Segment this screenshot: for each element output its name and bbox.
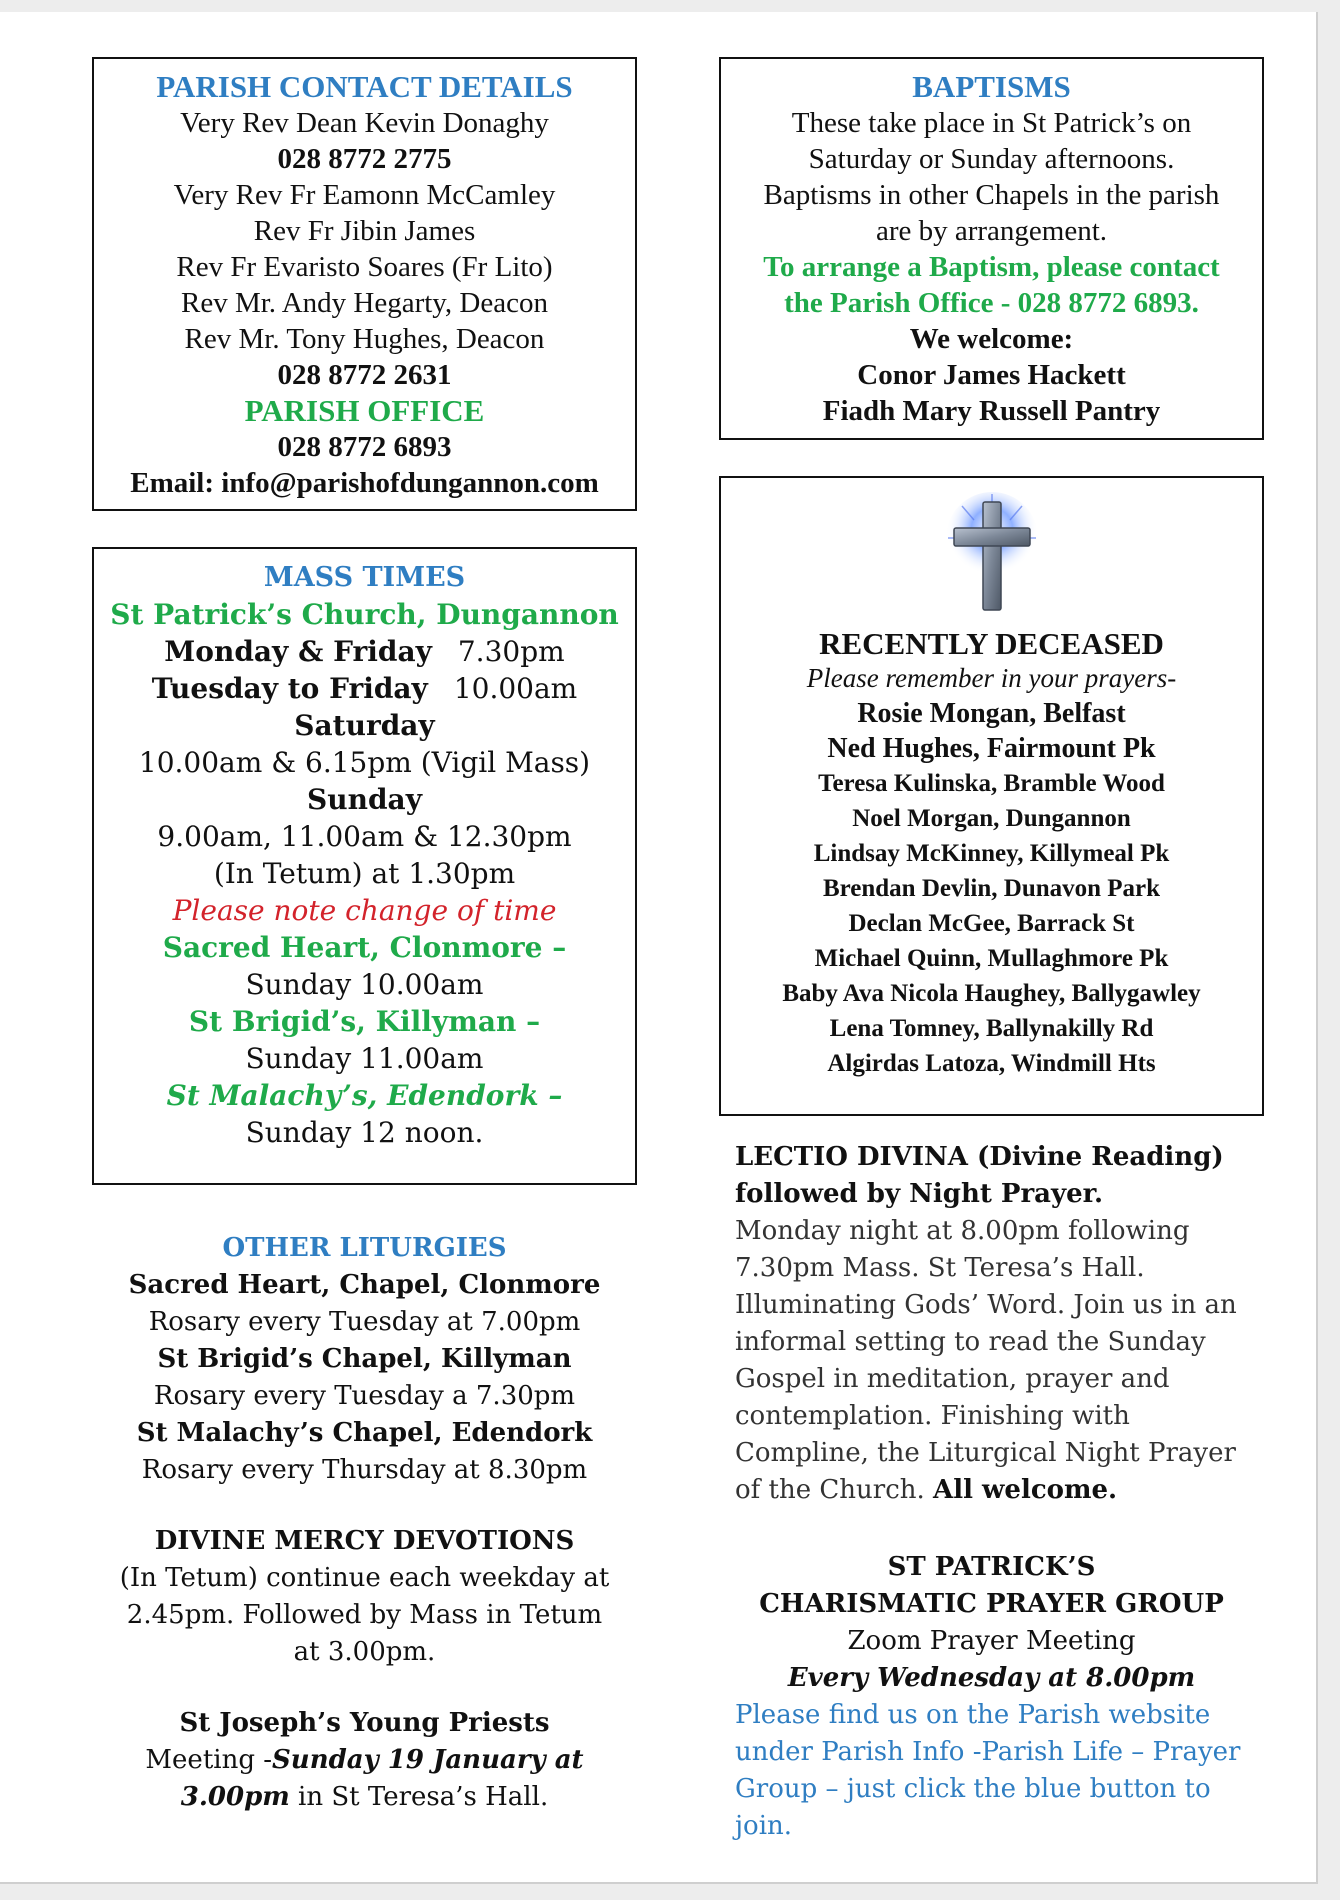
young-priests-meeting xyxy=(92,1742,637,1779)
chapel-name: St Brigid’s, Killyman – xyxy=(188,1005,541,1038)
baptisms-box xyxy=(719,57,1264,440)
baptisms-line: Baptisms in other Chapels in the parish xyxy=(763,179,1220,211)
contact-line: Very Rev Dean Kevin Donaghy xyxy=(180,107,549,139)
chapel-time: Sunday 10.00am xyxy=(245,968,484,1001)
mass-times-box xyxy=(92,547,637,1185)
tetum-time: (In Tetum) at 1.30pm xyxy=(213,857,516,890)
divine-mercy-line: 2.45pm. Followed by Mass in Tetum xyxy=(126,1600,603,1630)
saturday-times: 10.00am & 6.15pm (Vigil Mass) xyxy=(138,746,591,779)
young-priests-meeting-time xyxy=(92,1779,637,1816)
lectio-line: Illuminating Gods’ Word. Join us in an xyxy=(735,1290,1237,1320)
deceased-name: Rosie Mongan, Belfast xyxy=(857,698,1126,729)
office-heading: PARISH OFFICE xyxy=(244,393,485,428)
lectio-line: contemplation. Finishing with xyxy=(735,1401,1130,1431)
deceased-subtitle: Please remember in your prayers- xyxy=(806,663,1177,693)
liturgy-name: Sacred Heart, Chapel, Clonmore xyxy=(128,1270,601,1300)
chapel-time: Sunday 11.00am xyxy=(245,1042,484,1075)
office-email: Email: info@parishofdungannon.com xyxy=(130,467,599,499)
contact-line: Rev Fr Evaristo Soares (Fr Lito) xyxy=(176,251,553,283)
lectio-heading: followed by Night Prayer. xyxy=(735,1179,1104,1209)
mass-time: 7.30pm xyxy=(457,635,565,668)
divine-mercy-line: at 3.00pm. xyxy=(293,1637,436,1667)
baptisms-line: Saturday or Sunday afternoons. xyxy=(808,143,1175,175)
mass-row xyxy=(94,633,635,670)
website-note-line: Group – just click the blue button to xyxy=(735,1774,1211,1804)
prayer-group-subtitle: Zoom Prayer Meeting xyxy=(847,1626,1136,1656)
deceased-name: Lena Tomney, Ballynakilly Rd xyxy=(829,1015,1154,1042)
mass-day: Tuesday to Friday xyxy=(151,672,428,705)
baptisms-line: These take place in St Patrick’s on xyxy=(791,107,1192,139)
office-phone: 028 8772 6893 xyxy=(277,431,452,463)
liturgy-detail: Rosary every Tuesday a 7.30pm xyxy=(153,1381,576,1411)
baptisms-arrange: the Parish Office - 028 8772 6893. xyxy=(784,287,1199,319)
lectio-divina-section xyxy=(735,1139,1275,1509)
lectio-line: 7.30pm Mass. St Teresa’s Hall. xyxy=(735,1253,1145,1283)
contact-line: Very Rev Fr Eamonn McCamley xyxy=(173,179,556,211)
liturgy-name: St Malachy’s Chapel, Edendork xyxy=(136,1418,593,1448)
deceased-name: Declan McGee, Barrack St xyxy=(848,910,1135,937)
baptisms-heading: BAPTISMS xyxy=(912,69,1071,104)
other-heading: OTHER LITURGIES xyxy=(222,1233,507,1263)
prayer-group-when: Every Wednesday at 8.00pm xyxy=(787,1663,1196,1693)
contact-line: Rev Mr. Andy Hegarty, Deacon xyxy=(181,287,548,319)
mass-heading: MASS TIMES xyxy=(263,562,466,593)
parish-contact-box xyxy=(92,57,637,511)
contact-line: Rev Fr Jibin James xyxy=(253,215,476,247)
meeting-time: 3.00pm xyxy=(180,1782,290,1812)
mass-time: 10.00am xyxy=(453,672,578,705)
baptisms-arrange: To arrange a Baptism, please contact xyxy=(763,251,1220,283)
lectio-line-text: of the Church. xyxy=(735,1475,934,1505)
contact-phone: 028 8772 2775 xyxy=(277,143,452,175)
sunday-label: Sunday xyxy=(307,783,422,816)
deceased-name: Ned Hughes, Fairmount Pk xyxy=(827,733,1156,764)
deceased-name: Michael Quinn, Mullaghmore Pk xyxy=(814,945,1169,972)
lectio-heading: LECTIO DIVINA (Divine Reading) xyxy=(735,1142,1224,1172)
bulletin-page xyxy=(0,12,1318,1884)
chapel-name: Sacred Heart, Clonmore – xyxy=(162,931,567,964)
divine-mercy-heading: DIVINE MERCY DEVOTIONS xyxy=(154,1526,575,1556)
meeting-label: Meeting - xyxy=(145,1745,273,1775)
meeting-location: in St Teresa’s Hall. xyxy=(289,1782,549,1812)
recently-deceased-box xyxy=(719,476,1264,1116)
website-note-line: under Parish Info -Parish Life – Prayer xyxy=(735,1737,1241,1767)
time-change-note: Please note change of time xyxy=(172,894,557,927)
liturgy-detail: Rosary every Tuesday at 7.00pm xyxy=(148,1307,581,1337)
website-note-line: Please find us on the Parish website xyxy=(735,1700,1211,1730)
mass-day: Monday & Friday xyxy=(164,635,432,668)
prayer-group-heading: CHARISMATIC PRAYER GROUP xyxy=(759,1589,1224,1619)
deceased-name: Teresa Kulinska, Bramble Wood xyxy=(818,770,1165,797)
deceased-name: Algirdas Latoza, Windmill Hts xyxy=(827,1050,1156,1077)
prayer-group-section xyxy=(719,1549,1264,1845)
sunday-times: 9.00am, 11.00am & 12.30pm xyxy=(157,820,572,853)
contact-line: Rev Mr. Tony Hughes, Deacon xyxy=(184,323,545,355)
young-priests-heading: St Joseph’s Young Priests xyxy=(179,1708,550,1738)
prayer-group-website-note[interactable] xyxy=(719,1697,1264,1845)
mass-row xyxy=(94,670,635,707)
liturgy-detail: Rosary every Thursday at 8.30pm xyxy=(141,1455,588,1485)
lectio-line: Monday night at 8.00pm following xyxy=(735,1216,1190,1246)
chapel-name: St Malachy’s, Edendork – xyxy=(166,1079,563,1112)
baptism-name: Conor James Hackett xyxy=(857,359,1126,391)
divine-mercy-line: (In Tetum) continue each weekday at xyxy=(119,1563,610,1593)
deceased-heading: RECENTLY DECEASED xyxy=(819,626,1164,661)
lectio-last-line xyxy=(735,1472,1275,1509)
meeting-date: Sunday 19 January at xyxy=(272,1745,584,1775)
other-liturgies-section xyxy=(92,1230,637,1816)
prayer-group-heading: ST PATRICK’S xyxy=(887,1552,1096,1582)
lectio-line: informal setting to read the Sunday xyxy=(735,1327,1206,1357)
all-welcome: All welcome. xyxy=(933,1475,1118,1505)
website-note-line: join. xyxy=(735,1811,793,1841)
baptisms-line: are by arrangement. xyxy=(875,215,1108,247)
baptism-name: Fiadh Mary Russell Pantry xyxy=(822,395,1161,427)
contact-heading: PARISH CONTACT DETAILS xyxy=(156,69,573,104)
chapel-time: Sunday 12 noon. xyxy=(245,1116,484,1149)
contact-phone: 028 8772 2631 xyxy=(277,359,452,391)
liturgy-name: St Brigid’s Chapel, Killyman xyxy=(157,1344,572,1374)
saturday-label: Saturday xyxy=(294,709,435,742)
baptisms-welcome: We welcome: xyxy=(909,323,1074,355)
mass-church: St Patrick’s Church, Dungannon xyxy=(110,598,619,631)
deceased-name: Baby Ava Nicola Haughey, Ballygawley xyxy=(782,980,1201,1007)
deceased-name: Lindsay McKinney, Killymeal Pk xyxy=(813,840,1170,867)
deceased-name: Brendan Devlin, Dunavon Park xyxy=(822,875,1161,902)
lectio-line: Compline, the Liturgical Night Prayer xyxy=(735,1438,1236,1468)
deceased-name: Noel Morgan, Dungannon xyxy=(852,805,1131,832)
glowing-cross-icon xyxy=(932,492,1052,612)
lectio-line: Gospel in meditation, prayer and xyxy=(735,1364,1170,1394)
